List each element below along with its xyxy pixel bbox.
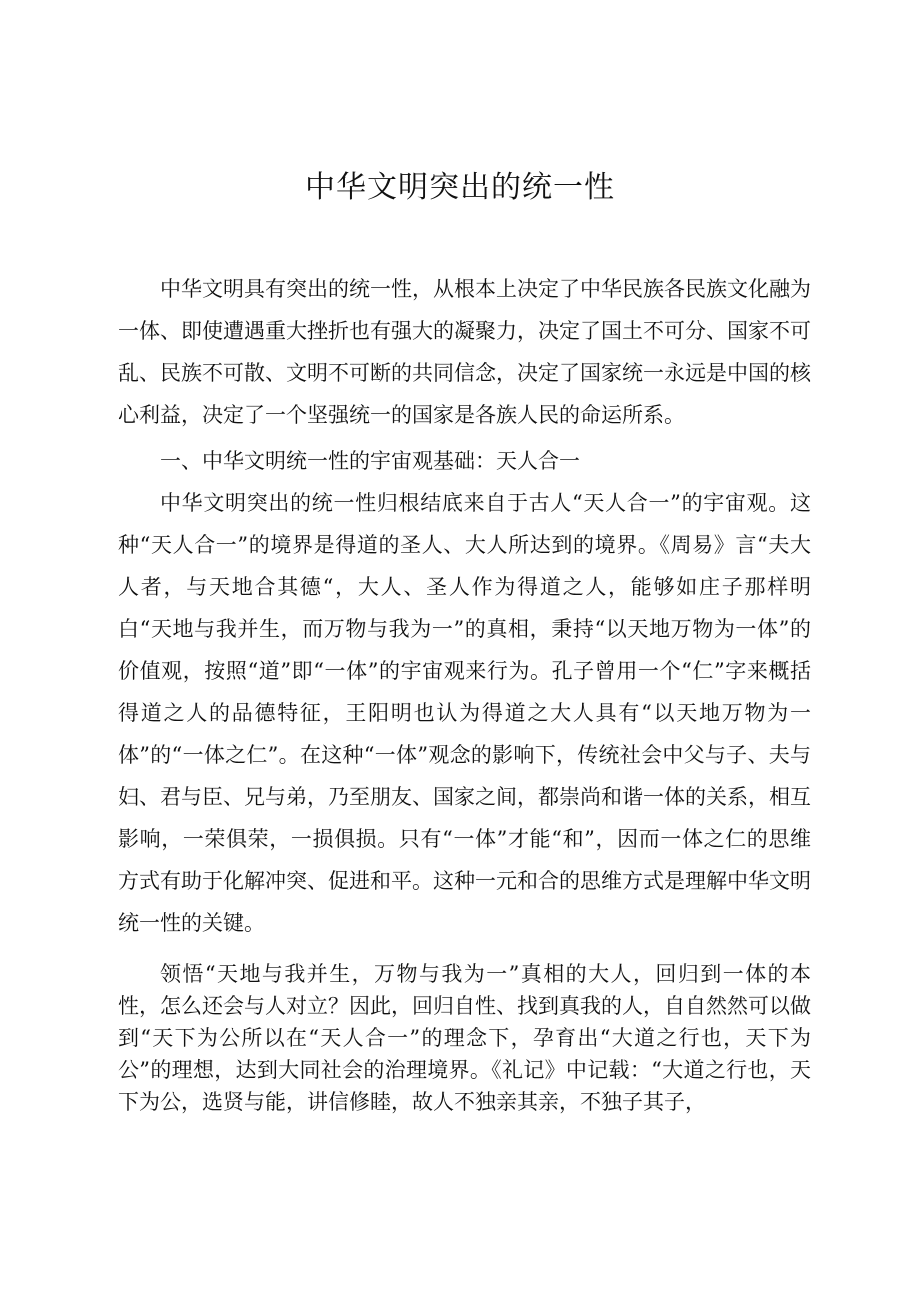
section-1-paragraph-1: 中华文明突出的统一性归根结底来自于古人“天人合一”的宇宙观。这种“天人合一”的境界是得道的圣人、大人所达到的境界。《周易》言“夫大人者，与天地合其德“，大人、圣人作为得道之人，能够如庄子那样明白“天地与我并生，而万物与我为一”的真相，秉持“以天地万物为一体”的价值观，按照“道”即“一体”的宇宙观来行为。孔子曾用一个“仁”字来概括得道之人的品德特征，王阳明也认为得道之大人具有“以天地万物为一体”的“一体之仁”。在这种“一体”观念的影响下，传统社会中父与子、夫与妇、君与臣、兄与弟，乃至朋友、国家之间，都崇尚和谐一体的关系，相互影响，一荣俱荣，一损俱损。只有“一体”才能“和”，因而一体之仁的思维方式有助于化解冲突、促进和平。这种一元和合的思维方式是理解中华文明统一性的关键。: [118, 491, 811, 935]
section-1-paragraph-2: 领悟“天地与我并生，万物与我为一”真相的大人，回归到一体的本性，怎么还会与人对立？因此，回归自性、找到真我的人，自自然然可以做到“天下为公所以在“天人合一”的理念下，孕育出“大道之行也，天下为公”的理想，达到大同社会的治理境界。《礼记》中记载：“大道之行也，天下为公，选贤与能，讲信修睦，故人不独亲其亲，不独子其子，: [118, 962, 811, 1114]
document-title: 中华文明突出的统一性: [305, 170, 615, 205]
section-heading-1: 一、中华文明统一性的宇宙观基础：天人合一: [160, 449, 580, 473]
document-body: [118, 268, 811, 1118]
intro-paragraph: 中华文明具有突出的统一性，从根本上决定了中华民族各民族文化融为一体、即使遭遇重大挫折也有强大的凝聚力，决定了国土不可分、国家不可乱、民族不可散、文明不可断的共同信念，决定了国家统一永远是中国的核心利益，决定了一个坚强统一的国家是各族人民的命运所系。: [118, 277, 811, 427]
